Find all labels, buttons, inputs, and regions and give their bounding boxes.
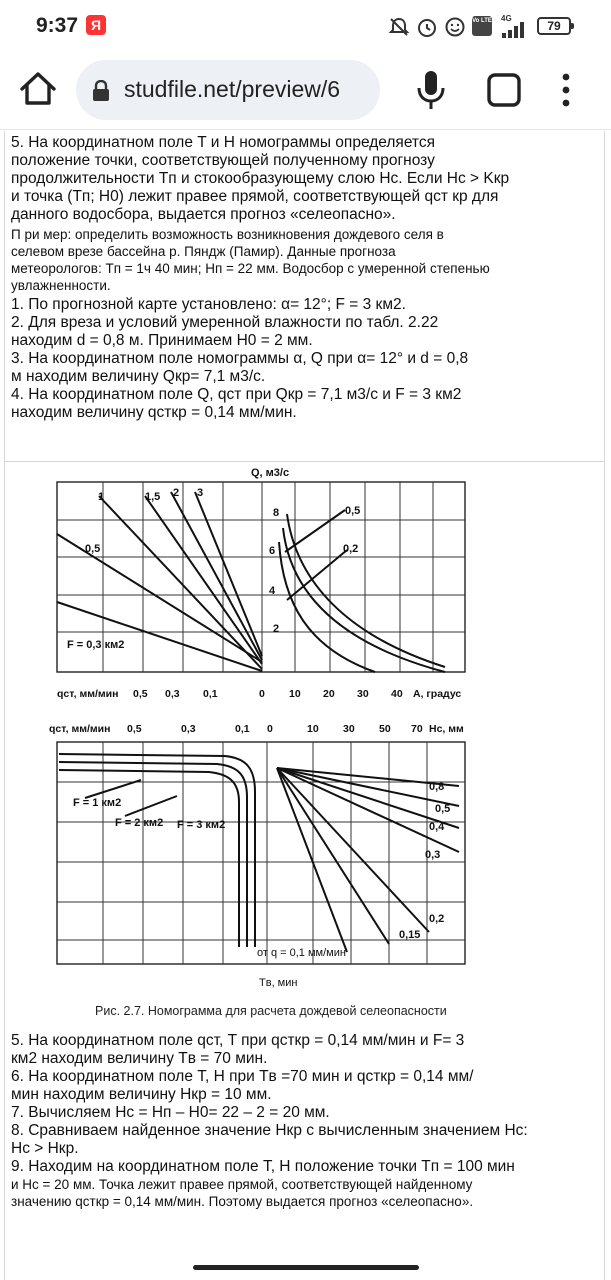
text-line: м находим величину Qкр= 7,1 м3/с. [11, 368, 266, 385]
document-viewport[interactable] [0, 131, 611, 1280]
axis-label: Tв, мин [259, 977, 298, 989]
curve-label: 2 [173, 487, 180, 499]
figure-caption: Рис. 2.7. Номограмма для расчета дождевой селеопасности [95, 1004, 447, 1018]
volte-icon: Vo LTE [472, 16, 492, 36]
tick-label: 0,1 [235, 723, 250, 735]
paragraph [11, 296, 531, 422]
home-icon[interactable] [18, 69, 58, 109]
signal-icon [500, 22, 530, 38]
line-label: 0,3 [425, 849, 441, 861]
battery-indicator: 79 [537, 17, 571, 35]
tick-label: 6 [269, 545, 276, 557]
do-not-disturb-icon [388, 16, 410, 38]
line-label: 0,15 [399, 929, 421, 941]
text-line: 7. Вычисляем Hс = Hп – H0= 22 – 2 = 20 мм. [11, 1104, 330, 1121]
curve-label: 3 [197, 487, 204, 499]
tabs-icon[interactable] [486, 72, 522, 108]
curve-label: 0,2 [343, 543, 359, 555]
browser-toolbar [0, 52, 611, 130]
network-type: 4G [501, 14, 512, 23]
tick-label: 40 [391, 688, 403, 700]
tick-label: 30 [357, 688, 369, 700]
text-line: П ри мер: определить возможность возникновения дождевого селя в [11, 227, 444, 242]
curve-label: F = 2 км2 [115, 817, 164, 829]
curve-label: 0,5 [85, 543, 101, 555]
text-line: увлажненности. [11, 278, 111, 293]
tick-label: 10 [307, 723, 319, 735]
line-label: 0,8 [429, 781, 445, 793]
tick-label: 4 [269, 585, 276, 597]
tick-label: 0,3 [165, 688, 180, 700]
text-line: 1. По прогнозной карте установлено: α= 12°; F = 3 км2. [11, 296, 406, 313]
text-line: 3. На координатном поле номограммы α, Q при α= 12° и d = 0,8 [11, 350, 469, 367]
tick-label: 30 [343, 723, 355, 735]
text-line: Hс > Hкр. [11, 1140, 79, 1157]
curve-label: 1 [98, 491, 105, 503]
tick-label: 0,5 [127, 723, 142, 735]
curve-label: F = 0,3 км2 [67, 639, 125, 651]
tick-label: 20 [323, 688, 335, 700]
text-line: 2. Для вреза и условий умеренной влажности по табл. 2.22 [11, 314, 439, 331]
nomogram-bottom-panel [49, 723, 465, 989]
text-line: метеорологов: Tп = 1ч 40 мин; Hп = 22 мм. Водосбор с умеренной степенью [11, 261, 490, 276]
text-line: и точка (Tп; H0) лежит правее прямой, соответствующей qст кр для [11, 188, 499, 205]
paragraph [11, 134, 531, 224]
axis-label: qст, мм/мин [49, 723, 111, 735]
more-menu-icon[interactable] [556, 70, 576, 110]
text-line: продолжительности Tп и стокообразующему слою Hс. Если Hс > Kкр [11, 170, 510, 187]
curve-label: 0,5 [345, 505, 361, 517]
tick-label: 0 [267, 723, 273, 735]
text-line: 5. На координатном поле qст, T при qсткр = 0,14 мм/мин и F= 3 [11, 1032, 465, 1049]
line-label: 0,2 [429, 913, 445, 925]
text-line: находим величину qсткр = 0,14 мм/мин. [11, 404, 297, 421]
alarm-icon [416, 16, 438, 38]
nomogram-figure [45, 462, 485, 1022]
smiley-icon [444, 16, 466, 38]
yandex-app-icon: Я [86, 15, 106, 35]
axis-label: A, градус [413, 688, 462, 700]
microphone-icon[interactable] [414, 69, 448, 111]
curve-label: 1,5 [145, 491, 161, 503]
text-line: находим d = 0,8 м. Принимаем H0 = 2 мм. [11, 332, 313, 349]
tick-label: 70 [411, 723, 423, 735]
text-line: положение точки, соответствующей полученному прогнозу [11, 152, 435, 169]
document-page-122 [4, 461, 605, 1280]
text-line: 6. На координатном поле T, H при Tв =70 мин и qсткр = 0,14 мм/ [11, 1068, 474, 1085]
url-text[interactable]: studfile.net/preview/6 [124, 76, 341, 102]
text-line: мин находим величину Hкр = 10 мм. [11, 1086, 272, 1103]
gesture-navigation-bar[interactable] [193, 1265, 419, 1270]
tick-label: 10 [289, 688, 301, 700]
text-line: 8. Сравниваем найденное значение Hкр с вычисленным значением Hс: [11, 1122, 528, 1139]
curve-label: F = 1 км2 [73, 797, 122, 809]
text-line: 4. На координатном поле Q, qст при Qкр = 7,1 м3/с и F = 3 км2 [11, 386, 462, 403]
status-bar [0, 0, 611, 52]
line-label: 0,5 [435, 803, 451, 815]
tick-label: 8 [273, 507, 280, 519]
paragraph [11, 1032, 531, 1176]
text-line: и Hс = 20 мм. Точка лежит правее прямой, соответствующей найденному [11, 1177, 473, 1192]
lock-icon[interactable] [92, 80, 110, 102]
tick-label: 0 [259, 688, 265, 700]
line-label: 0,4 [429, 821, 445, 833]
axis-label: Q, м3/с [251, 467, 290, 479]
text-line: 5. На координатном поле T и H номограммы определяется [11, 134, 435, 151]
nomogram-top-panel [57, 467, 465, 700]
tick-label: 50 [379, 723, 391, 735]
axis-label: qст, мм/мин [57, 688, 119, 700]
address-bar[interactable] [76, 60, 380, 120]
status-time: 9:37 [36, 14, 79, 37]
tick-label: 0,5 [133, 688, 148, 700]
annotation: от q = 0,1 мм/мин [257, 947, 346, 959]
tick-label: 0,1 [203, 688, 218, 700]
text-line: данного водосбора, выдается прогноз «селеопасно». [11, 206, 396, 223]
curve-label: F = 3 км2 [177, 819, 226, 831]
tick-label: 0,3 [181, 723, 196, 735]
paragraph [11, 1176, 531, 1210]
tick-label: 2 [273, 623, 280, 635]
example-paragraph [11, 226, 531, 294]
text-line: значению qсткр = 0,14 мм/мин. Поэтому выдается прогноз «селеопасно». [11, 1194, 474, 1209]
text-line: 9. Находим на координатном поле T, H положение точки Tп = 100 мин [11, 1158, 515, 1175]
text-line: селевом врезе бассейна р. Пяндж (Памир). Данные прогноза [11, 244, 396, 259]
text-line: км2 находим величину Tв = 70 мин. [11, 1050, 268, 1067]
axis-label: Hс, мм [429, 723, 464, 735]
